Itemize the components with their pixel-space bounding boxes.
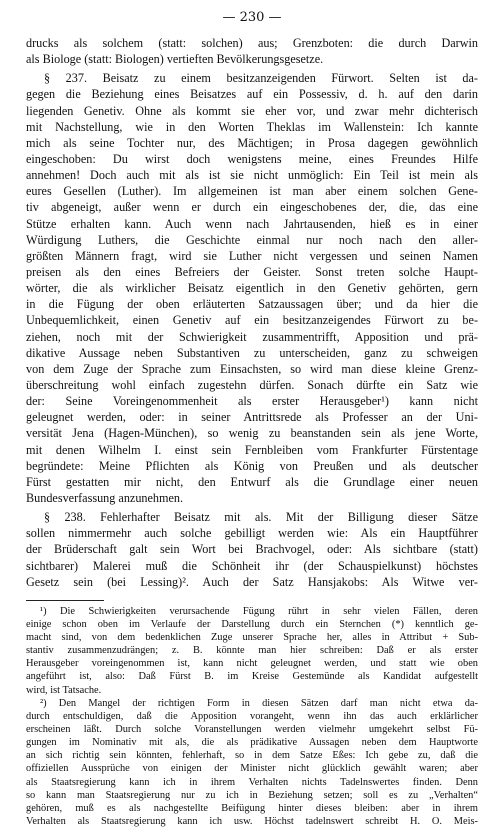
footnote-1-line: wird, ist Tatsache. xyxy=(26,684,102,696)
text-line: mit Nachstellung, wie in den Worten Theklas im Wallenstein: Ich kannte xyxy=(26,119,478,134)
text-line: in die Fügung der oben erläuterten Satzaussagen über; und da hier die xyxy=(26,297,478,312)
text-line: Bundesverfassung anzunehmen. xyxy=(26,490,184,505)
footnote-1-line: macht sind, von dem bedenklichen Zuge unserer Sprache her, alles in Attribut + Sub- xyxy=(26,632,478,644)
text-line: versität Jena (Hagen-München), so wenig zu beanstanden sein als jene Worte, xyxy=(26,426,478,441)
footnote-divider xyxy=(26,600,104,601)
section-237-heading-line: § 237. Beisatz zu einem besitzanzeigenden Fürwort. Selten ist da- xyxy=(44,71,478,86)
page-number: — 230 — xyxy=(222,10,282,25)
text-line: größten Männern fragt, wird sie Luther nicht vergessen und seinen Namen xyxy=(26,248,478,263)
text-line: mich als seine Tochter nur, des Mächtigen; in Prosa dagegen gewöhnlich xyxy=(26,135,478,150)
footnote-2-line: Verhalten als Staatsregierung kann ich usw. Höchst tadelnswert schreibt H. O. Meis- xyxy=(26,816,478,828)
text-line: annehmen! Doch auch mit als ist sie nicht unmöglich: Ein Teil ist mein als xyxy=(26,168,478,183)
text-line: als Biologe (statt: Biologen) vertieften Bevölkerungsgesetze. xyxy=(26,52,324,67)
text-line: sollen nimmermehr auch solche gebilligt werden wie: Als ein Hauptführer xyxy=(26,526,478,541)
footnote-2-line: gungen im Nominativ mit als, die als prädikative Aussagen neben dem Hauptworte xyxy=(26,737,478,749)
text-line: geleugnet werden, oder: in seiner Antrittsrede als Professer an der Uni- xyxy=(26,410,478,425)
text-line: Fürst gestatten mir nicht, den Entwurf als die Grundlage einer neuen xyxy=(26,474,478,489)
text-line: tiv abgeneigt, außer wenn er durch ein eingeschobenes der, die, das eine xyxy=(26,200,478,215)
section-238-heading-line: § 238. Fehlerhafter Beisatz mit als. Mit der Billigung dieser Sätze xyxy=(44,510,478,525)
footnote-1-line: einige schon oben im Verlaufe der Darstellung durch ein Sternchen (*) kenntlich ge- xyxy=(26,618,478,630)
footnote-2-line: erscheinen läßt. Durch solche Voranstellungen werden vielmehr umgekehrt selbst Fü- xyxy=(26,724,478,736)
text-line: eingeschoben: Du wirst doch wenigstens meine, eines Freundes Hilfe xyxy=(26,151,478,166)
text-line: dikative Aussage neben Substantiven zu unterscheiden, ganz zu schweigen xyxy=(26,345,478,360)
footnote-2-line: an sich richtig sein könnten, fehlerhaft, so in dem Satze Eßes: Ich gebe zu, daß die xyxy=(26,750,478,762)
text-line: Würdigung Luthers, die Geschichte einmal nur noch nach den aller- xyxy=(26,232,478,247)
text-line: gegen die Beziehung eines Beisatzes auf ein Possessiv, d. h. auf den darin xyxy=(26,87,478,102)
text-line: Stütze erhalten kann. Auch wenn nach Jahrtausenden, hieß es in einer xyxy=(26,216,478,231)
footnote-2-line: als Staatsregierung kann ich in ihrem Verhalten nichts Tadelnswertes finden. Denn xyxy=(26,776,478,788)
text-line: mit denen Wilhelm I. einst sein Fernbleiben vom Frankfurter Fürstentage xyxy=(26,442,478,457)
text-line: preisen als den eines Befreiers der Geister. Sonst treten solche Haupt- xyxy=(26,264,478,279)
text-line: begründete: Meine Pflichten als König von Preußen und als deutscher xyxy=(26,458,478,473)
text-line: Gesetz sein (bei Lessing)². Auch der Satz Hansjakobs: Als Witwe ver- xyxy=(26,574,478,589)
main-text xyxy=(26,35,478,590)
footnote-1-line: angeführt ist, also: Daß Fürst B. im Kreise Gestemünde als Kandidat aufgestellt xyxy=(26,671,478,683)
footnote-1-line: stantiv zusammenzudrängen; z. B. könnte man hier schreiben: Daß er als erster xyxy=(26,645,478,657)
text-line: der Brüderschaft galt sein Wort bei Brachvogel, oder: Als sichtbare (statt) xyxy=(26,542,478,557)
footnotes xyxy=(26,605,478,828)
text-line: drucks als solchem (statt: solchen) aus; Grenzboten: die durch Darwin xyxy=(26,36,478,50)
footnote-1-line: ¹) Die Schwierigkeiten verursachende Fügung rührt in sehr vielen Fällen, deren xyxy=(40,605,478,617)
text-line: ziehen, noch mit der Schwierigkeit zusammentrifft, Apposition und prä- xyxy=(26,329,478,344)
text-line: sichtbarer) Malerei muß die Schönheit ihr (der Schauspielkunst) höchstes xyxy=(26,558,478,573)
text-line: wörter, die als wirklicher Beisatz eigentlich in den Genetiv gehörten, gern xyxy=(26,281,478,296)
text-line: liegenden Genetiv. Ohne als kommt sie eher vor, und zwar mehr dichterisch xyxy=(26,103,478,118)
text-line: Unbequemlichkeit, einen Genetiv auf ein besitzanzeigendes Fürwort zu be- xyxy=(26,313,478,328)
text-line: der: Seine Voreingenommenheit als erster Herausgeber¹) kann nicht xyxy=(26,394,478,409)
footnote-1-line: Herausgeber voreingenommen ist, kann nicht geleugnet werden, und statt wie oben xyxy=(26,658,478,670)
footnote-2-line: so kann man Staatsregierung nur zu ich in Beziehung setzen; soll es zu „Verhalten“ xyxy=(26,789,478,801)
footnote-2-line: durch entschuldigen, daß die Apposition vorangeht, wenn ihn das auch erklärlicher xyxy=(26,710,478,722)
text-line: von dem Zuge der Sprache zum Einsachsten, so wird man diese kleine Grenz- xyxy=(26,361,478,376)
text-line: eures Gesellen (Luther). Im allgemeinen ist man aber einem solchen Gene- xyxy=(26,184,478,199)
footnote-2-line: ²) Den Mangel der richtigen Form in diesen Sätzen darf man nicht etwa da- xyxy=(40,697,478,709)
footnote-2-line: gehören, muß es als nachgestellte Beifügung hinter dieses bleiben: aber in ihrem xyxy=(26,802,478,814)
footnote-2-line: offiziellen Aussprüche von einigen der Minister nicht glücklich gewählt waren; aber xyxy=(26,763,478,775)
text-line: überschreitung wohl einfach zugestehn dürfen. Sonach dürfte ein Satz wie xyxy=(26,377,478,392)
